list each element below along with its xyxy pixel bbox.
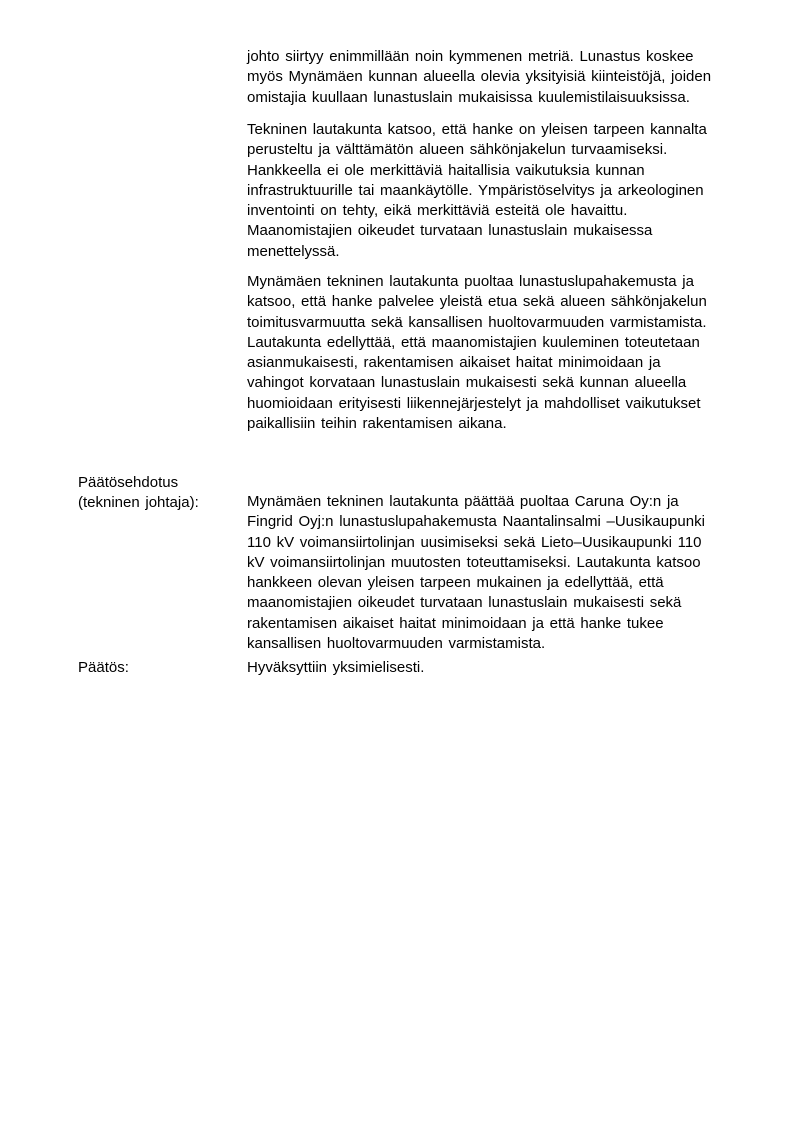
text-line: kansallisen huoltovarmuuden varmistamista. bbox=[247, 635, 546, 653]
text-line: 110 kV voimansiirtolinjan uusimiseksi sekä Lieto–Uusikaupunki 110 bbox=[247, 533, 702, 551]
paragraph-proposal-text bbox=[247, 492, 752, 654]
text-line: Fingrid Oyj:n lunastuslupahakemusta Naantalinsalmi –Uusikaupunki bbox=[247, 513, 705, 531]
text-line: omistajia kuullaan lunastuslain mukaisissa kuulemistilaisuuksissa. bbox=[247, 88, 690, 106]
text-line: Tekninen lautakunta katsoo, että hanke on yleisen tarpeen kannalta bbox=[247, 121, 707, 138]
text-line: maanomistajien oikeudet turvataan lunastuslain mukaisesti sekä bbox=[247, 594, 682, 612]
text-line: Mynämäen tekninen lautakunta puoltaa lunastuslupahakemusta ja bbox=[247, 273, 694, 290]
text-line: myös Mynämäen kunnan alueella olevia yksityisiä kiinteistöjä, joiden bbox=[247, 68, 712, 86]
proposal-label-line2: (tekninen johtaja): bbox=[78, 494, 199, 512]
paragraph-intro bbox=[247, 47, 752, 108]
proposal-label-line1: Päätösehdotus bbox=[78, 474, 179, 491]
text-line: toimitusvarmuutta sekä kansallisen huoltovarmuuden varmistamista. bbox=[247, 313, 707, 331]
decision-label: Päätös: bbox=[78, 659, 129, 676]
text-line: Mynämäen tekninen lautakunta päättää puoltaa Caruna Oy:n ja bbox=[247, 493, 679, 510]
text-line: paikallisiin teihin rakentamisen aikana. bbox=[247, 415, 507, 433]
text-line: inventointi on tehty, eikä merkittäviä esteitä ole havaittu. bbox=[247, 202, 628, 220]
proposal-label bbox=[78, 473, 243, 514]
text-line: huomioidaan erityisesti liikennejärjestelyt ja mahdolliset vaikutukset bbox=[247, 394, 701, 412]
text-line: johto siirtyy enimmillään noin kymmenen metriä. Lunastus koskee bbox=[247, 48, 694, 65]
text-line: kV voimansiirtolinjan muutosten toteuttamiseksi. Lautakunta katsoo bbox=[247, 553, 701, 571]
text-line: Maanomistajien oikeudet turvataan lunastuslain mukaisessa bbox=[247, 222, 653, 240]
text-line: menettelyssä. bbox=[247, 242, 340, 260]
text-line: asianmukaisesti, rakentamisen aikaiset haitat minimoidaan ja bbox=[247, 354, 661, 372]
decision-text: Hyväksyttiin yksimielisesti. bbox=[247, 659, 425, 676]
paragraph-board-statement bbox=[247, 272, 752, 434]
text-line: Lautakunta edellyttää, että maanomistajien kuuleminen toteutetaan bbox=[247, 333, 700, 351]
text-line: vahingot korvataan lunastuslain mukaisesti sekä kunnan alueella bbox=[247, 374, 687, 392]
text-line: Hankkeella ei ole merkittäviä haitallisia vaikutuksia kunnan bbox=[247, 161, 645, 179]
text-line: perusteltu ja välttämätön alueen sähkönjakelun turvaamiseksi. bbox=[247, 141, 668, 159]
text-line: rakentamisen aikaiset haitat minimoidaan ja että hanke tukee bbox=[247, 614, 664, 632]
text-line: katsoo, että hanke palvelee yleistä etua sekä alueen sähkönjakelun bbox=[247, 293, 707, 311]
text-line: hankkeen olevan yleisen tarpeen mukainen ja edellyttää, että bbox=[247, 574, 664, 592]
text-line: infrastruktuurille tai maankäytölle. Ympäristöselvitys ja arkeologinen bbox=[247, 181, 704, 199]
paragraph-board-assessment bbox=[247, 120, 752, 262]
